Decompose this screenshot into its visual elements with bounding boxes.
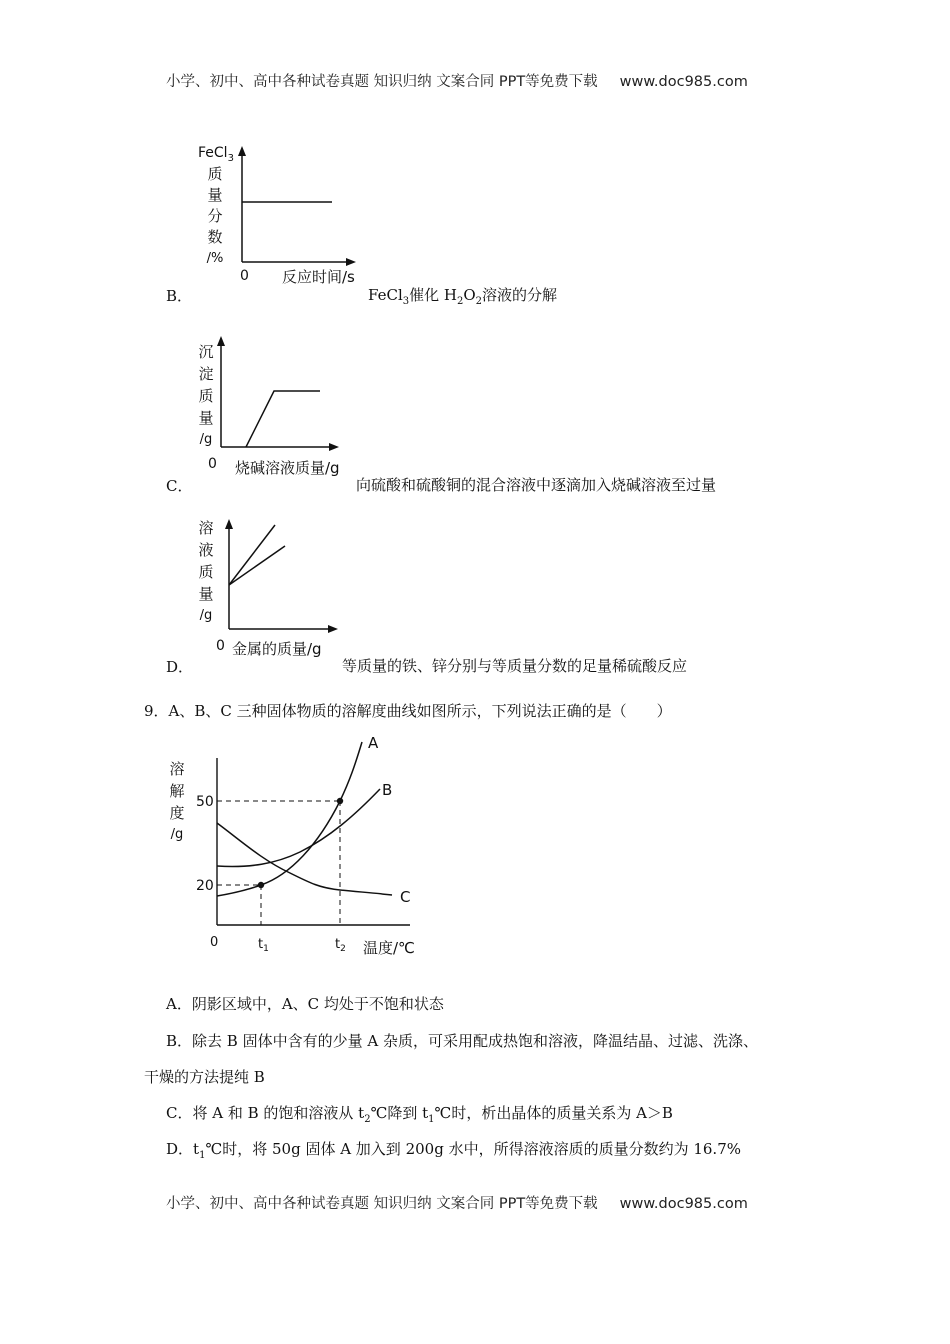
q9-curve-a [217,742,362,896]
optionD-y-arrow [225,519,233,529]
optionB-letter: B． [166,287,193,305]
q9-ylabel: 溶 解 度 /g [169,760,185,842]
page-header [166,70,748,91]
optionC-x-arrow [329,443,339,451]
optionB-y-arrow [238,146,246,156]
optionD-ylabel: 溶 液 质 量 /g [198,519,214,623]
optionC-xlabel: 烧碱溶液质量/g [235,459,340,477]
optionB-origin: 0 [240,268,249,284]
q9-point-a-t1 [258,882,264,888]
optionD-xlabel: 金属的质量/g [232,640,322,658]
optionD-origin: 0 [216,638,225,654]
header-url[interactable]: www.doc985.com [619,74,748,90]
optionB-caption: FeCl$_3$催化 $H_2O_2$溶液的分解 [368,286,558,307]
page-footer [166,1192,748,1213]
optionD-letter: D． [166,658,194,676]
optionD-series-gentle [229,546,285,585]
optionC-ylabel: 沉 淀 质 量 /g [198,343,214,447]
q9-origin: 0 [210,935,219,950]
q9-option-d: D．$t_1℃$时，将 50g 固体 A 加入到 200g 水中，所得溶液溶质的质量分数约为 16.7% [166,1140,742,1161]
optionC-letter: C． [166,477,193,495]
q9-point-a-t2 [337,798,343,804]
q9-option-c: C．将 A 和 B 的饱和溶液从 $t_2℃$降到 $t_1℃$时，析出晶体的质量关系为 A＞B [166,1104,673,1125]
q9-label-b: B [382,781,393,799]
footer-text: 小学、初中、高中各种试卷真题 知识归纳 文案合同 PPT等免费下载 [166,1196,598,1212]
optionB-ylabel: 质 量 分 数 /% [206,165,224,266]
optionB-x-arrow [346,258,356,266]
optionD-x-arrow [328,625,338,633]
optionC-series-line [246,391,320,447]
q9-option-a: A．阴影区域中，A、C 均处于不饱和状态 [166,995,444,1013]
footer-url[interactable]: www.doc985.com [619,1196,748,1212]
optionD-series-steep [229,525,275,585]
optionB-ylabel-top: FeCl$_3$ [198,145,234,164]
q9-ytick-20: 20 [196,878,214,894]
header-text: 小学、初中、高中各种试卷真题 知识归纳 文案合同 PPT等免费下载 [166,74,598,90]
q9-option-b: B．除去 B 固体中含有的少量 A 杂质，可采用配成热饱和溶液，降温结晶、过滤、洗涤、 [166,1032,758,1050]
optionD-caption: 等质量的铁、锌分别与等质量分数的足量稀硫酸反应 [342,657,688,675]
optionC-origin: 0 [208,456,217,472]
q9-option-b-cont: 干燥的方法提纯 B [144,1068,265,1086]
q9-curve-b [217,789,380,866]
q9-label-c: C [400,888,411,906]
question9-stem: 9．A、B、C 三种固体物质的溶解度曲线如图所示，下列说法正确的是（ ） [144,702,672,720]
q9-xtick-t2: $t_2$ [335,937,346,954]
optionB-xlabel: 反应时间/s [282,268,355,286]
q9-xtick-t1: $t_1$ [258,937,269,954]
q9-curve-c [217,823,392,895]
q9-label-a: A [368,734,379,752]
q9-ytick-50: 50 [196,794,214,810]
q9-xlabel: 温度/℃ [363,939,415,957]
optionC-caption: 向硫酸和硫酸铜的混合溶液中逐滴加入烧碱溶液至过量 [356,476,717,494]
